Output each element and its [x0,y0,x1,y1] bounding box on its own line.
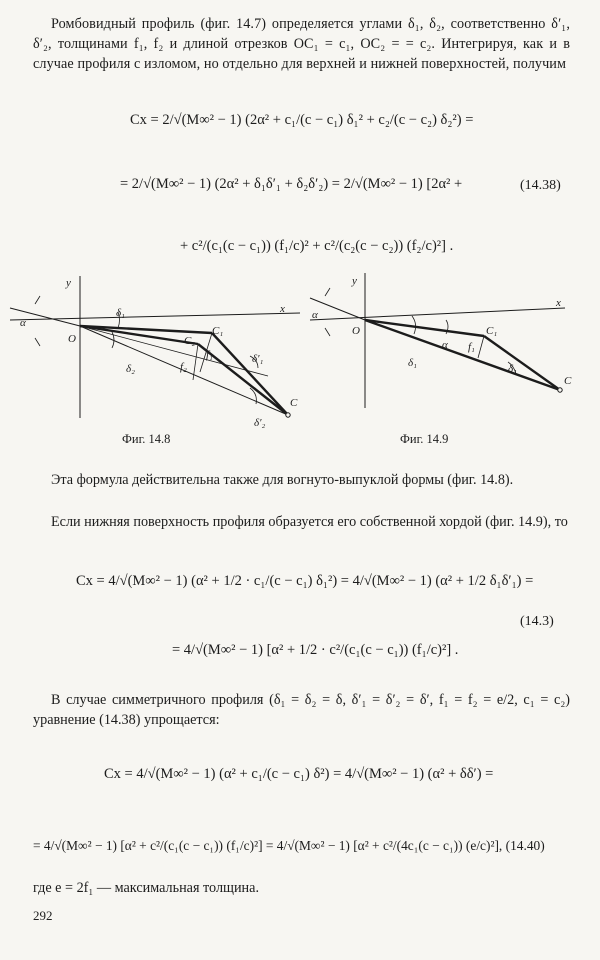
label-alpha-right: α [312,309,318,321]
equation-14-38-line-2: = 2/√(M∞² − 1) (2α² + δ₁δ′₁ + δ₂δ′₂) = 2/√(M∞² − 1) [2α² + [120,176,463,192]
paragraph-max-thickness: где e = 2f₁ — максимальная толщина. [33,880,259,896]
label-o-right: O [352,325,360,337]
upper-surface-right [365,320,484,336]
label-c2-left: C₂ [184,335,196,347]
upper-surface-left-2 [212,333,288,415]
label-delta1-right-2: δ₁ [508,363,517,375]
equation-14-38-line-1: Cx = 2/√(M∞² − 1) (2α² + c₁/(c − c₁) δ₁² + c₂/(c − c₂) δ₂²) = [130,112,474,128]
equation-label-14-3: (14.3) [520,614,554,629]
label-delta1-left: δ₁ [116,307,125,319]
upper-surface-right-2 [484,336,560,390]
label-f1-left: f₁ [206,349,213,361]
label-delta2p-left: δ′₂ [254,417,266,429]
figures-panel [0,268,600,448]
label-o-left: O [68,333,76,345]
label-c-left: C [290,397,298,409]
x-axis-right [310,308,565,320]
equation-14-40: = 4/√(M∞² − 1) [α² + c²/(c₁(c − c₁)) (f₁/c)²] = 4/√(M∞² − 1) [α² + c²/(4c₁(c − c₁)) (e/c)²], (14.40) [33,838,545,853]
paragraph-lower-surface: Если нижняя поверхность профиля образуется его собственной хордой (фиг. 14.9), то [51,514,568,530]
label-delta1p-left: δ′₁ [252,353,264,365]
label-alpha-right-2: α [442,339,448,351]
equation-block-3-line-1: Cx = 4/√(M∞² − 1) (α² + c₁/(c − c₁) δ²) = 4/√(M∞² − 1) (α² + δδ′) = [104,766,494,782]
caption-fig-14-9: Фиг. 14.9 [400,432,449,446]
label-x-left: x [280,303,285,315]
paragraph-concave-convex: Эта формула действительна также для вогнуто-выпуклой формы (фиг. 14.8). [51,472,514,488]
label-c1-right: C₁ [486,325,498,337]
chord-right [365,320,560,390]
figure-14-9 [310,273,565,408]
label-alpha-left: α [20,317,26,329]
label-f2-left: f₂ [180,361,187,373]
label-delta2-left: δ₂ [126,363,135,375]
equation-label-14-38: (14.38) [520,178,561,193]
equation-14-38-line-3: + c²/(c₁(c − c₁)) (f₁/c)² + c²/(c₂(c − c₂)) (f₂/c)²] . [180,238,454,254]
paragraph-symmetric: В случае симметричного профиля (δ₁ = δ₂ = δ, δ′₁ = δ′₂ = δ′, f₁ = f₂ = e/2, c₁ = c₂) уравнение (14.38) упрощается: [33,692,570,728]
label-delta1-right: δ₁ [408,357,417,369]
label-y-left: y [66,277,71,289]
equation-block-2-line-1: Cx = 4/√(M∞² − 1) (α² + 1/2 · c₁/(c − c₁) δ₁²) = 4/√(M∞² − 1) (α² + 1/2 δ₁δ′₁) = [76,573,534,589]
caption-fig-14-8: Фиг. 14.8 [122,432,171,446]
label-y-right: y [352,275,357,287]
equation-block-2-line-2: = 4/√(M∞² − 1) [α² + 1/2 · c²/(c₁(c − c₁)) (f₁/c)²] . [172,642,459,658]
label-f1-right: f₁ [468,341,475,353]
point-c-left [286,413,290,417]
label-x-right: x [556,297,561,309]
label-c-right: C [564,375,572,387]
stream-line-right [310,298,365,320]
label-c1-left: C₁ [212,325,224,337]
point-c-right [558,388,562,392]
page-number: 292 [33,908,53,923]
figure-14-8 [10,276,300,418]
paragraph-intro: Ромбовидный профиль (фиг. 14.7) определяется углами δ₁, δ₂, соответственно δ′₁, δ′₂, толщинами f₁, f₂ и длиной отрезков OC₁ = c₁, OC₂ = = c₂. Интегрируя, как и в случае профиля с изломом, но отдельно для верхней и нижней поверхностей, получим [33,16,570,72]
